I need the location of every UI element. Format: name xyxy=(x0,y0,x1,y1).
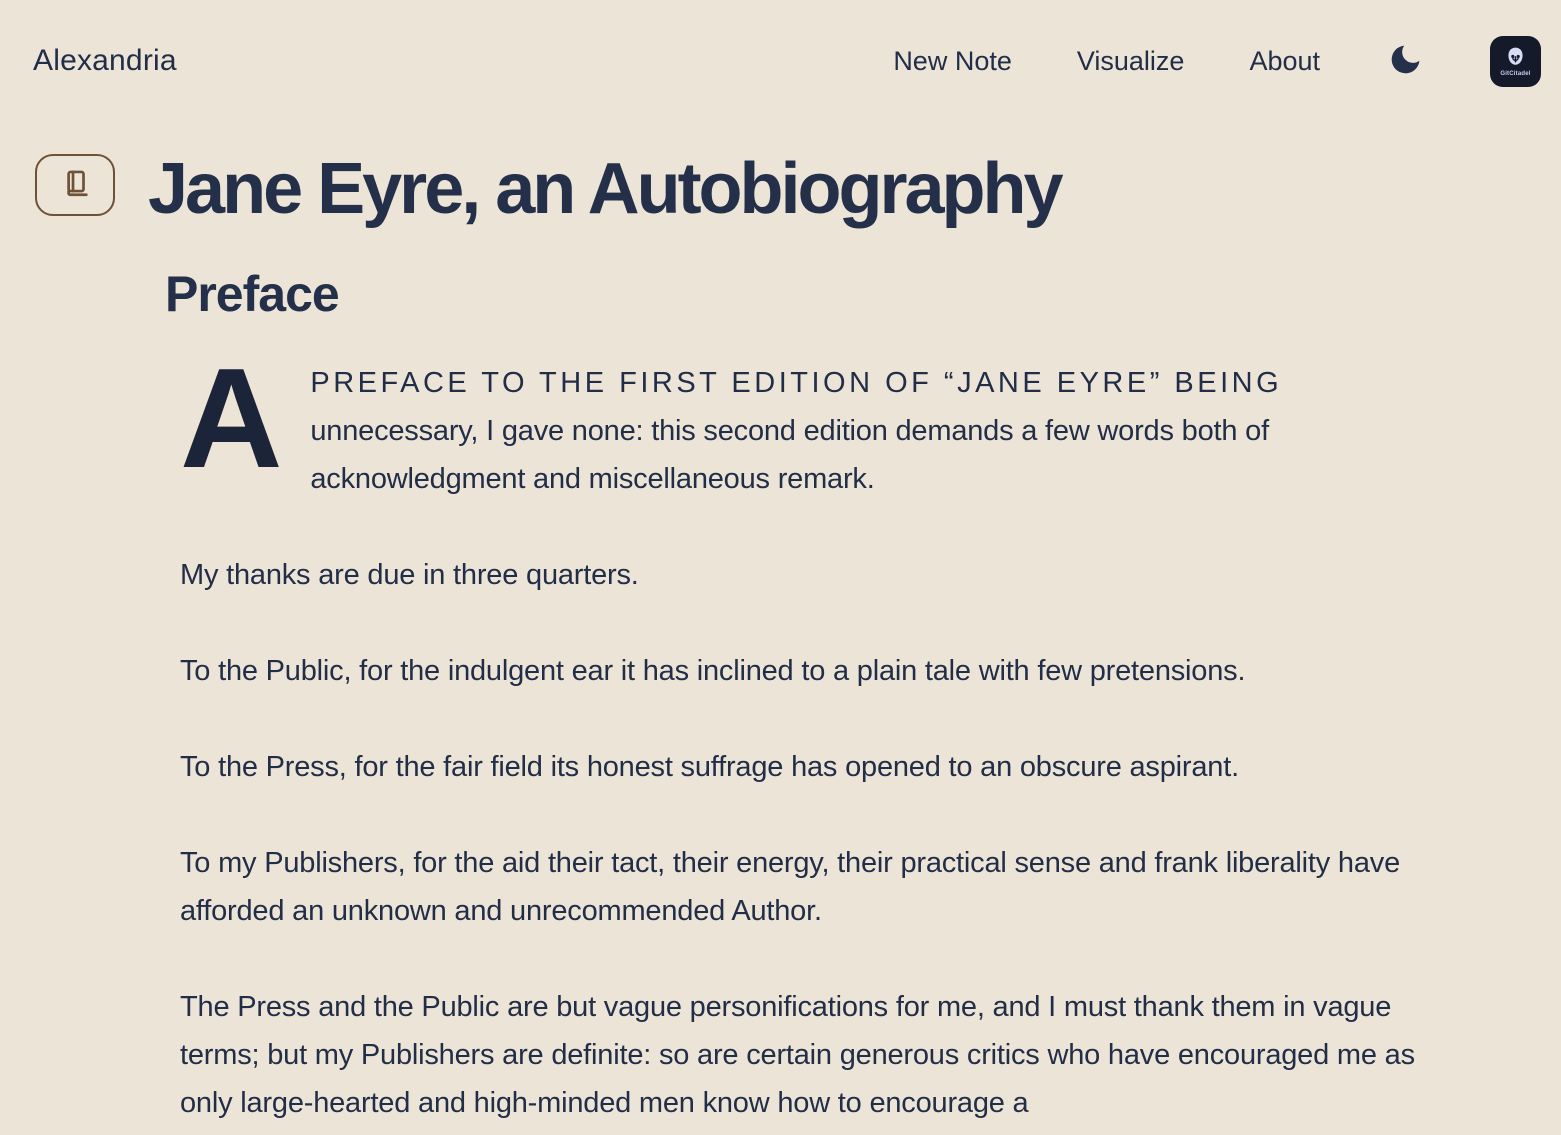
book-icon xyxy=(58,167,92,204)
lead-caps-text: PREFACE TO THE FIRST EDITION OF “JANE EYRE” BEING xyxy=(310,367,1283,400)
nav-item-new-note[interactable]: New Note xyxy=(893,45,1012,76)
moon-icon xyxy=(1387,41,1424,81)
reader-main xyxy=(0,150,1561,1127)
paragraph: To the Press, for the fair field its honest suffrage has opened to an obscure aspirant. xyxy=(180,751,1239,784)
avatar-label: GitCitadel xyxy=(1500,70,1531,77)
title-row xyxy=(35,150,1561,229)
theme-toggle-button[interactable] xyxy=(1385,41,1425,81)
main-nav xyxy=(893,36,1541,87)
lead-rest-text: unnecessary, I gave none: this second edition demands a few words both of acknowledgment and miscellaneous remark. xyxy=(310,415,1269,496)
section-heading: Preface xyxy=(165,266,339,323)
nav-item-about[interactable]: About xyxy=(1249,45,1320,76)
app-header xyxy=(0,0,1561,106)
brand-logo[interactable]: Alexandria xyxy=(33,44,177,77)
drop-cap: A xyxy=(180,339,283,499)
avatar-button[interactable] xyxy=(1490,36,1541,87)
paragraph: To my Publishers, for the aid their tact, their energy, their practical sense and frank liberality have afforded an unknown and unrecommended Author. xyxy=(180,847,1401,928)
paragraph: The Press and the Public are but vague personifications for me, and I must thank them in vague terms; but my Publishers are definite: so are certain generous critics who have encouraged me as only large-hearted and high-minded men know how to encourage a xyxy=(180,991,1415,1120)
article-title: Jane Eyre, an Autobiography xyxy=(148,149,1061,229)
helmet-icon xyxy=(1503,45,1528,70)
book-badge-button[interactable] xyxy=(35,154,115,216)
paragraph: To the Public, for the indulgent ear it has inclined to a plain tale with few pretensions. xyxy=(180,655,1246,688)
paragraph-dropcap xyxy=(180,339,1425,503)
paragraph: My thanks are due in three quarters. xyxy=(180,559,639,592)
nav-item-visualize[interactable]: Visualize xyxy=(1076,45,1185,76)
article-body xyxy=(180,339,1425,1127)
